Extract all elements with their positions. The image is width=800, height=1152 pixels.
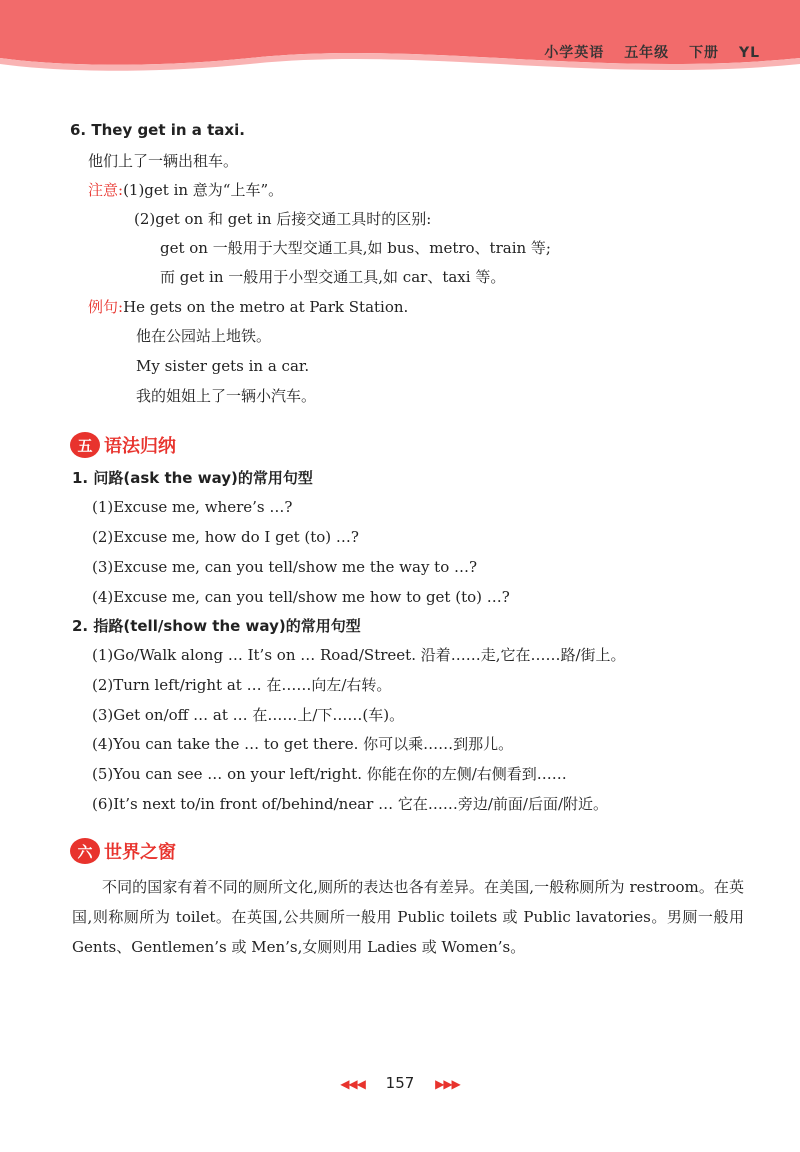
example-label: 例句: — [88, 298, 124, 316]
tell-pattern-5: (5)You can see … on your left/right. 你能在你的左侧/右侧看到…… — [92, 765, 567, 783]
section-6-heading — [70, 838, 176, 864]
grade: 五年级 — [624, 45, 670, 61]
header-banner — [0, 0, 800, 80]
item6-translation: 他们上了一辆出租车。 — [88, 152, 239, 170]
note-2b: 而 get in 一般用于小型交通工具,如 car、taxi 等。 — [160, 268, 506, 286]
section-6-badge: 六 — [70, 838, 100, 864]
note-line-1 — [88, 180, 283, 200]
volume: 下册 — [689, 45, 720, 61]
page-number: 157 — [385, 1074, 415, 1092]
example-1-cn: 他在公园站上地铁。 — [136, 327, 272, 345]
section-5-badge: 五 — [70, 432, 100, 458]
book-info — [544, 42, 760, 62]
section-5-title: 语法归纳 — [104, 436, 176, 457]
note-2: (2)get on 和 get in 后接交通工具时的区别: — [134, 210, 432, 228]
item6-title: 6. They get in a taxi. — [70, 121, 245, 139]
page-footer — [0, 1074, 800, 1092]
example-line-1 — [88, 297, 408, 317]
section-5-heading — [70, 432, 176, 458]
note-1: (1)get in 意为“上车”。 — [123, 181, 284, 199]
tell-pattern-6: (6)It’s next to/in front of/behind/near … 它在……旁边/前面/后面/附近。 — [92, 795, 609, 813]
section-6-title: 世界之窗 — [104, 842, 176, 863]
note-label: 注意: — [88, 181, 124, 199]
tell-pattern-4: (4)You can take the … to get there. 你可以乘……到那儿。 — [92, 735, 514, 753]
note-2a: get on 一般用于大型交通工具,如 bus、metro、train 等; — [160, 239, 551, 257]
page-header — [0, 0, 800, 80]
tell-way-heading: 2. 指路(tell/show the way)的常用句型 — [72, 617, 361, 635]
next-arrows-icon: ▶▶▶ — [435, 1077, 460, 1091]
tell-pattern-1: (1)Go/Walk along … It’s on … Road/Street. 沿着……走,它在……路/街上。 — [92, 646, 626, 664]
tell-pattern-3: (3)Get on/off … at … 在……上/下……(车)。 — [92, 706, 405, 724]
tell-pattern-2: (2)Turn left/right at … 在……向左/右转。 — [92, 676, 392, 694]
example-2: My sister gets in a car. — [136, 357, 310, 375]
prev-arrows-icon: ◀◀◀ — [340, 1077, 365, 1091]
example-2-cn: 我的姐姐上了一辆小汽车。 — [136, 387, 317, 405]
ask-pattern-3: (3)Excuse me, can you tell/show me the way to …? — [92, 558, 478, 576]
ask-pattern-2: (2)Excuse me, how do I get (to) …? — [92, 528, 359, 546]
edition: YL — [738, 45, 760, 61]
subject: 小学英语 — [544, 45, 605, 61]
example-1: He gets on the metro at Park Station. — [123, 298, 409, 316]
ask-way-heading: 1. 问路(ask the way)的常用句型 — [72, 469, 313, 487]
culture-paragraph: 不同的国家有着不同的厕所文化,厕所的表达也各有差异。在美国,一般称厕所为 restroom。在英国,则称厕所为 toilet。在英国,公共厕所一般用 Public toilets 或 Public lavatories。男厕一般用 Gents、Gentlemen’s 或 Men’s,女厕则用 Ladies 或 Women’s。 — [72, 878, 744, 956]
ask-pattern-4: (4)Excuse me, can you tell/show me how to get (to) …? — [92, 588, 510, 606]
ask-pattern-1: (1)Excuse me, where’s …? — [92, 498, 293, 516]
